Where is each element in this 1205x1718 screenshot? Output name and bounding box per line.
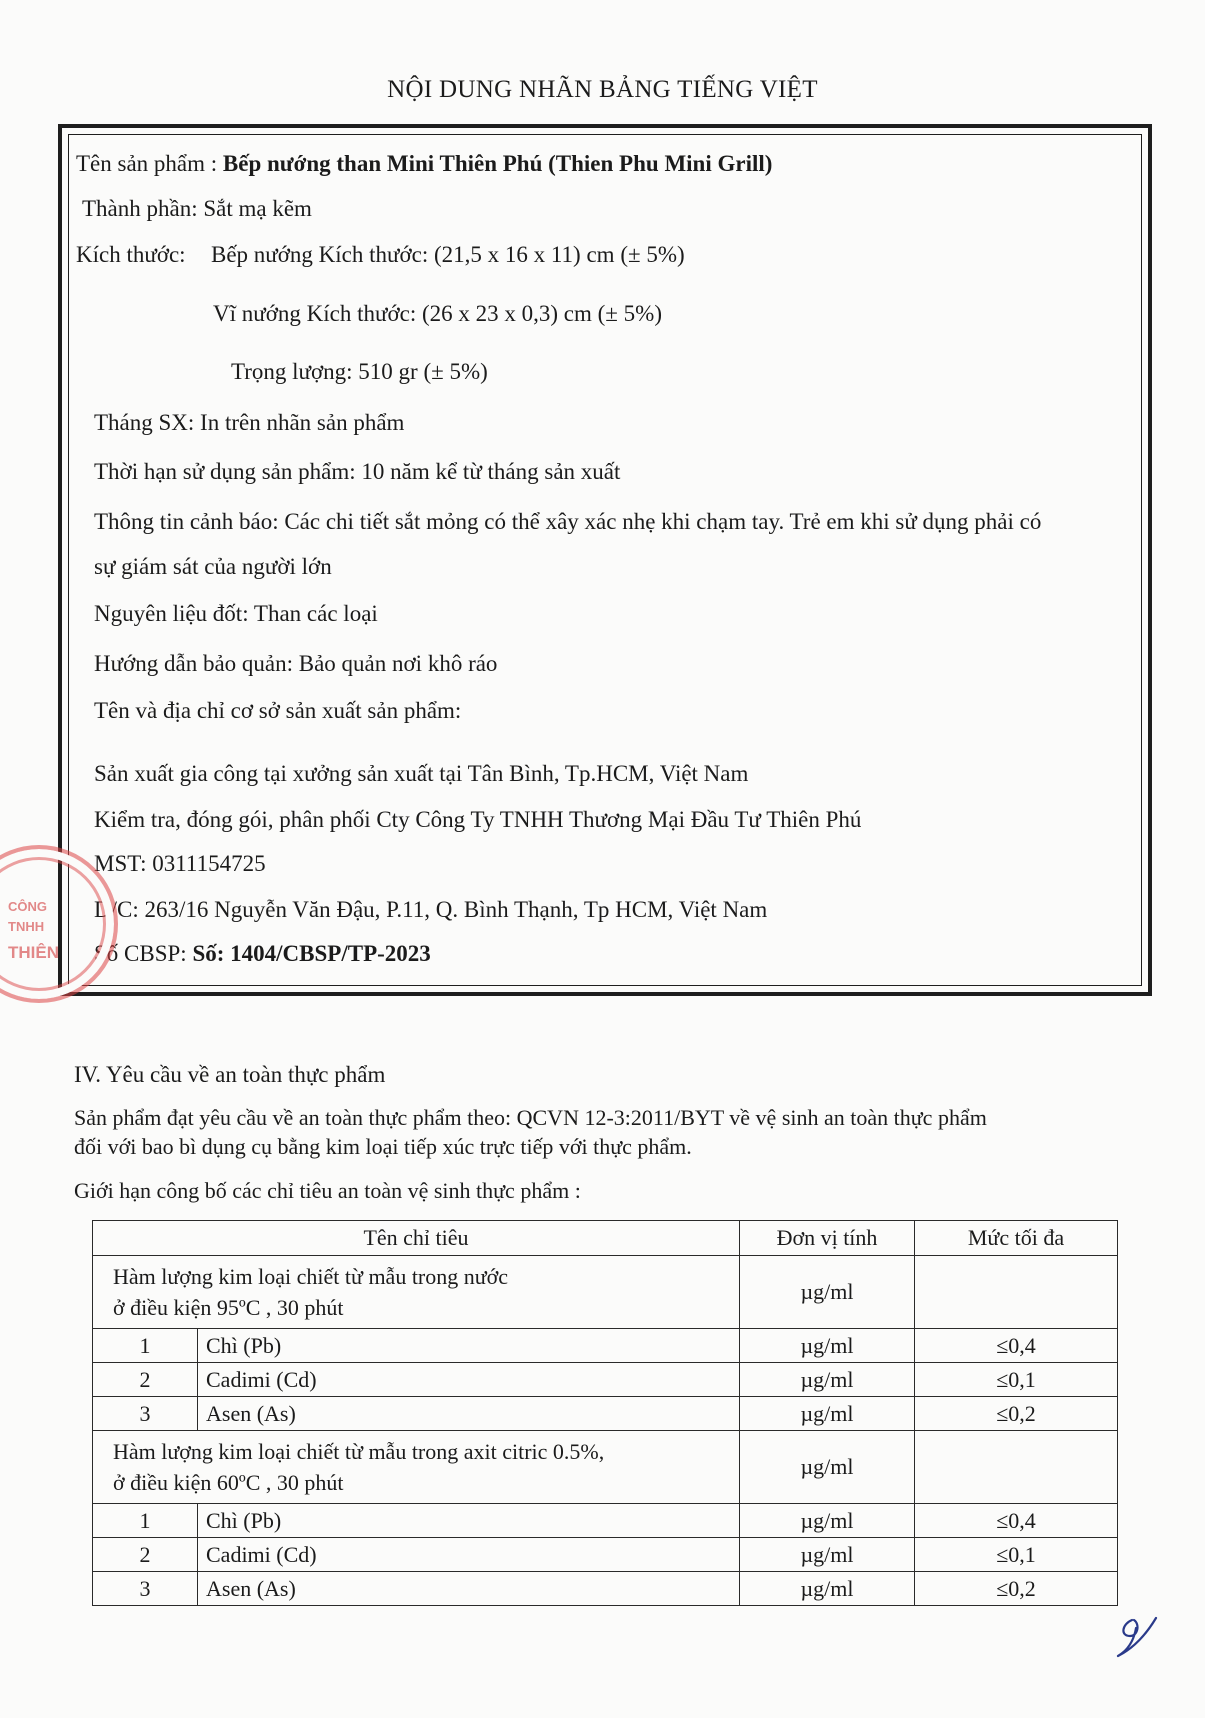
row-number: 3: [93, 1572, 198, 1606]
group-title-line-1: Hàm lượng kim loại chiết từ mẫu trong axit citric 0.5%,: [113, 1439, 605, 1464]
stamp-text-2: TNHH: [8, 919, 45, 934]
cbsp-value: Số: 1404/CBSP/TP-2023: [192, 941, 431, 966]
shelf-life-line: Thời hạn sử dụng sản phẩm: 10 năm kể từ tháng sản xuất: [94, 459, 621, 484]
table-row: [93, 1397, 1118, 1431]
row-max: ≤0,4: [915, 1504, 1118, 1538]
signature-initial-icon: [1110, 1610, 1160, 1660]
row-number: 2: [93, 1363, 198, 1397]
product-name-line: [76, 150, 772, 178]
row-name: Chì (Pb): [198, 1504, 740, 1538]
distribution-line: Kiểm tra, đóng gói, phân phối Cty Công Ty TNHH Thương Mại Đầu Tư Thiên Phú: [94, 807, 862, 832]
group-title: [93, 1431, 740, 1504]
size-grill-line: Vĩ nướng Kích thước: (26 x 23 x 0,3) cm (± 5%): [213, 301, 662, 326]
table-group-row: [93, 1431, 1118, 1504]
safety-limits-table: [92, 1220, 1118, 1606]
row-max: ≤0,1: [915, 1538, 1118, 1572]
tax-code-line: MST: 0311154725: [94, 851, 266, 876]
group-unit: µg/ml: [740, 1431, 915, 1504]
composition-line: Thành phần: Sắt mạ kẽm: [82, 196, 312, 221]
fuel-line: Nguyên liệu đốt: Than các loại: [94, 601, 378, 626]
group-title: [93, 1256, 740, 1329]
limits-intro: Giới hạn công bố các chỉ tiêu an toàn vệ sinh thực phẩm :: [74, 1178, 581, 1203]
production-line: Sản xuất gia công tại xưởng sản xuất tại Tân Bình, Tp.HCM, Việt Nam: [94, 761, 749, 786]
group-title-line-2: ở điều kiện 60ºC , 30 phút: [113, 1470, 344, 1495]
table-group-row: [93, 1256, 1118, 1329]
row-number: 1: [93, 1504, 198, 1538]
stamp-text-3: THIÊN: [8, 943, 59, 962]
cbsp-line: [94, 940, 431, 968]
row-unit: µg/ml: [740, 1397, 915, 1431]
group-max: [915, 1431, 1118, 1504]
row-number: 2: [93, 1538, 198, 1572]
weight-line: Trọng lượng: 510 gr (± 5%): [231, 359, 488, 384]
table-row: [93, 1363, 1118, 1397]
size-stove-line: Bếp nướng Kích thước: (21,5 x 16 x 11) cm (± 5%): [211, 242, 685, 267]
row-name: Asen (As): [198, 1572, 740, 1606]
header-unit: Đơn vị tính: [740, 1221, 915, 1256]
row-unit: µg/ml: [740, 1363, 915, 1397]
storage-line: Hướng dẫn bảo quản: Bảo quản nơi khô ráo: [94, 651, 498, 676]
row-number: 3: [93, 1397, 198, 1431]
facility-heading: Tên và địa chỉ cơ sở sản xuất sản phẩm:: [94, 698, 462, 723]
table-header-row: [93, 1221, 1118, 1256]
row-name: Chì (Pb): [198, 1329, 740, 1363]
header-max: Mức tối đa: [915, 1221, 1118, 1256]
address-line: D/C: 263/16 Nguyễn Văn Đậu, P.11, Q. Bình Thạnh, Tp HCM, Việt Nam: [94, 897, 768, 922]
row-max: ≤0,1: [915, 1363, 1118, 1397]
cbsp-label: Số CBSP:: [94, 941, 193, 966]
row-unit: µg/ml: [740, 1572, 915, 1606]
group-title-line-2: ở điều kiện 95ºC , 30 phút: [113, 1295, 344, 1320]
section-4-paragraph-line-2: đối với bao bì dụng cụ bằng kim loại tiếp xúc trực tiếp với thực phẩm.: [74, 1134, 692, 1159]
row-name: Cadimi (Cd): [198, 1538, 740, 1572]
row-unit: µg/ml: [740, 1538, 915, 1572]
group-title-line-1: Hàm lượng kim loại chiết từ mẫu trong nước: [113, 1264, 509, 1289]
page-title: NỘI DUNG NHÃN BẢNG TIẾNG VIỆT: [387, 76, 818, 103]
header-name: Tên chỉ tiêu: [93, 1221, 740, 1256]
group-max: [915, 1256, 1118, 1329]
warning-line-2: sự giám sát của người lớn: [94, 554, 332, 579]
warning-line-1: Thông tin cảnh báo: Các chi tiết sắt mỏng có thể xây xác nhẹ khi chạm tay. Trẻ em khi sử dụng phải có: [94, 509, 1042, 534]
row-max: ≤0,2: [915, 1397, 1118, 1431]
row-name: Asen (As): [198, 1397, 740, 1431]
row-number: 1: [93, 1329, 198, 1363]
table-row: [93, 1572, 1118, 1606]
row-max: ≤0,4: [915, 1329, 1118, 1363]
table-row: [93, 1329, 1118, 1363]
section-4-heading: IV. Yêu cầu về an toàn thực phẩm: [74, 1062, 386, 1087]
section-4-paragraph-line-1: Sản phẩm đạt yêu cầu về an toàn thực phẩm theo: QCVN 12-3:2011/BYT về vệ sinh an toàn thực phẩm: [74, 1105, 987, 1130]
row-unit: µg/ml: [740, 1504, 915, 1538]
row-name: Cadimi (Cd): [198, 1363, 740, 1397]
group-unit: µg/ml: [740, 1256, 915, 1329]
stamp-text-1: CÔNG: [8, 899, 47, 914]
table-row: [93, 1538, 1118, 1572]
row-unit: µg/ml: [740, 1329, 915, 1363]
product-name-value: Bếp nướng than Mini Thiên Phú (Thien Phu Mini Grill): [222, 151, 773, 176]
row-max: ≤0,2: [915, 1572, 1118, 1606]
section-4-paragraph: [74, 1103, 1144, 1161]
size-label: Kích thước:: [76, 242, 186, 267]
table-row: [93, 1504, 1118, 1538]
mfg-month-line: Tháng SX: In trên nhãn sản phẩm: [94, 410, 405, 435]
product-name-label: Tên sản phẩm :: [76, 151, 223, 176]
